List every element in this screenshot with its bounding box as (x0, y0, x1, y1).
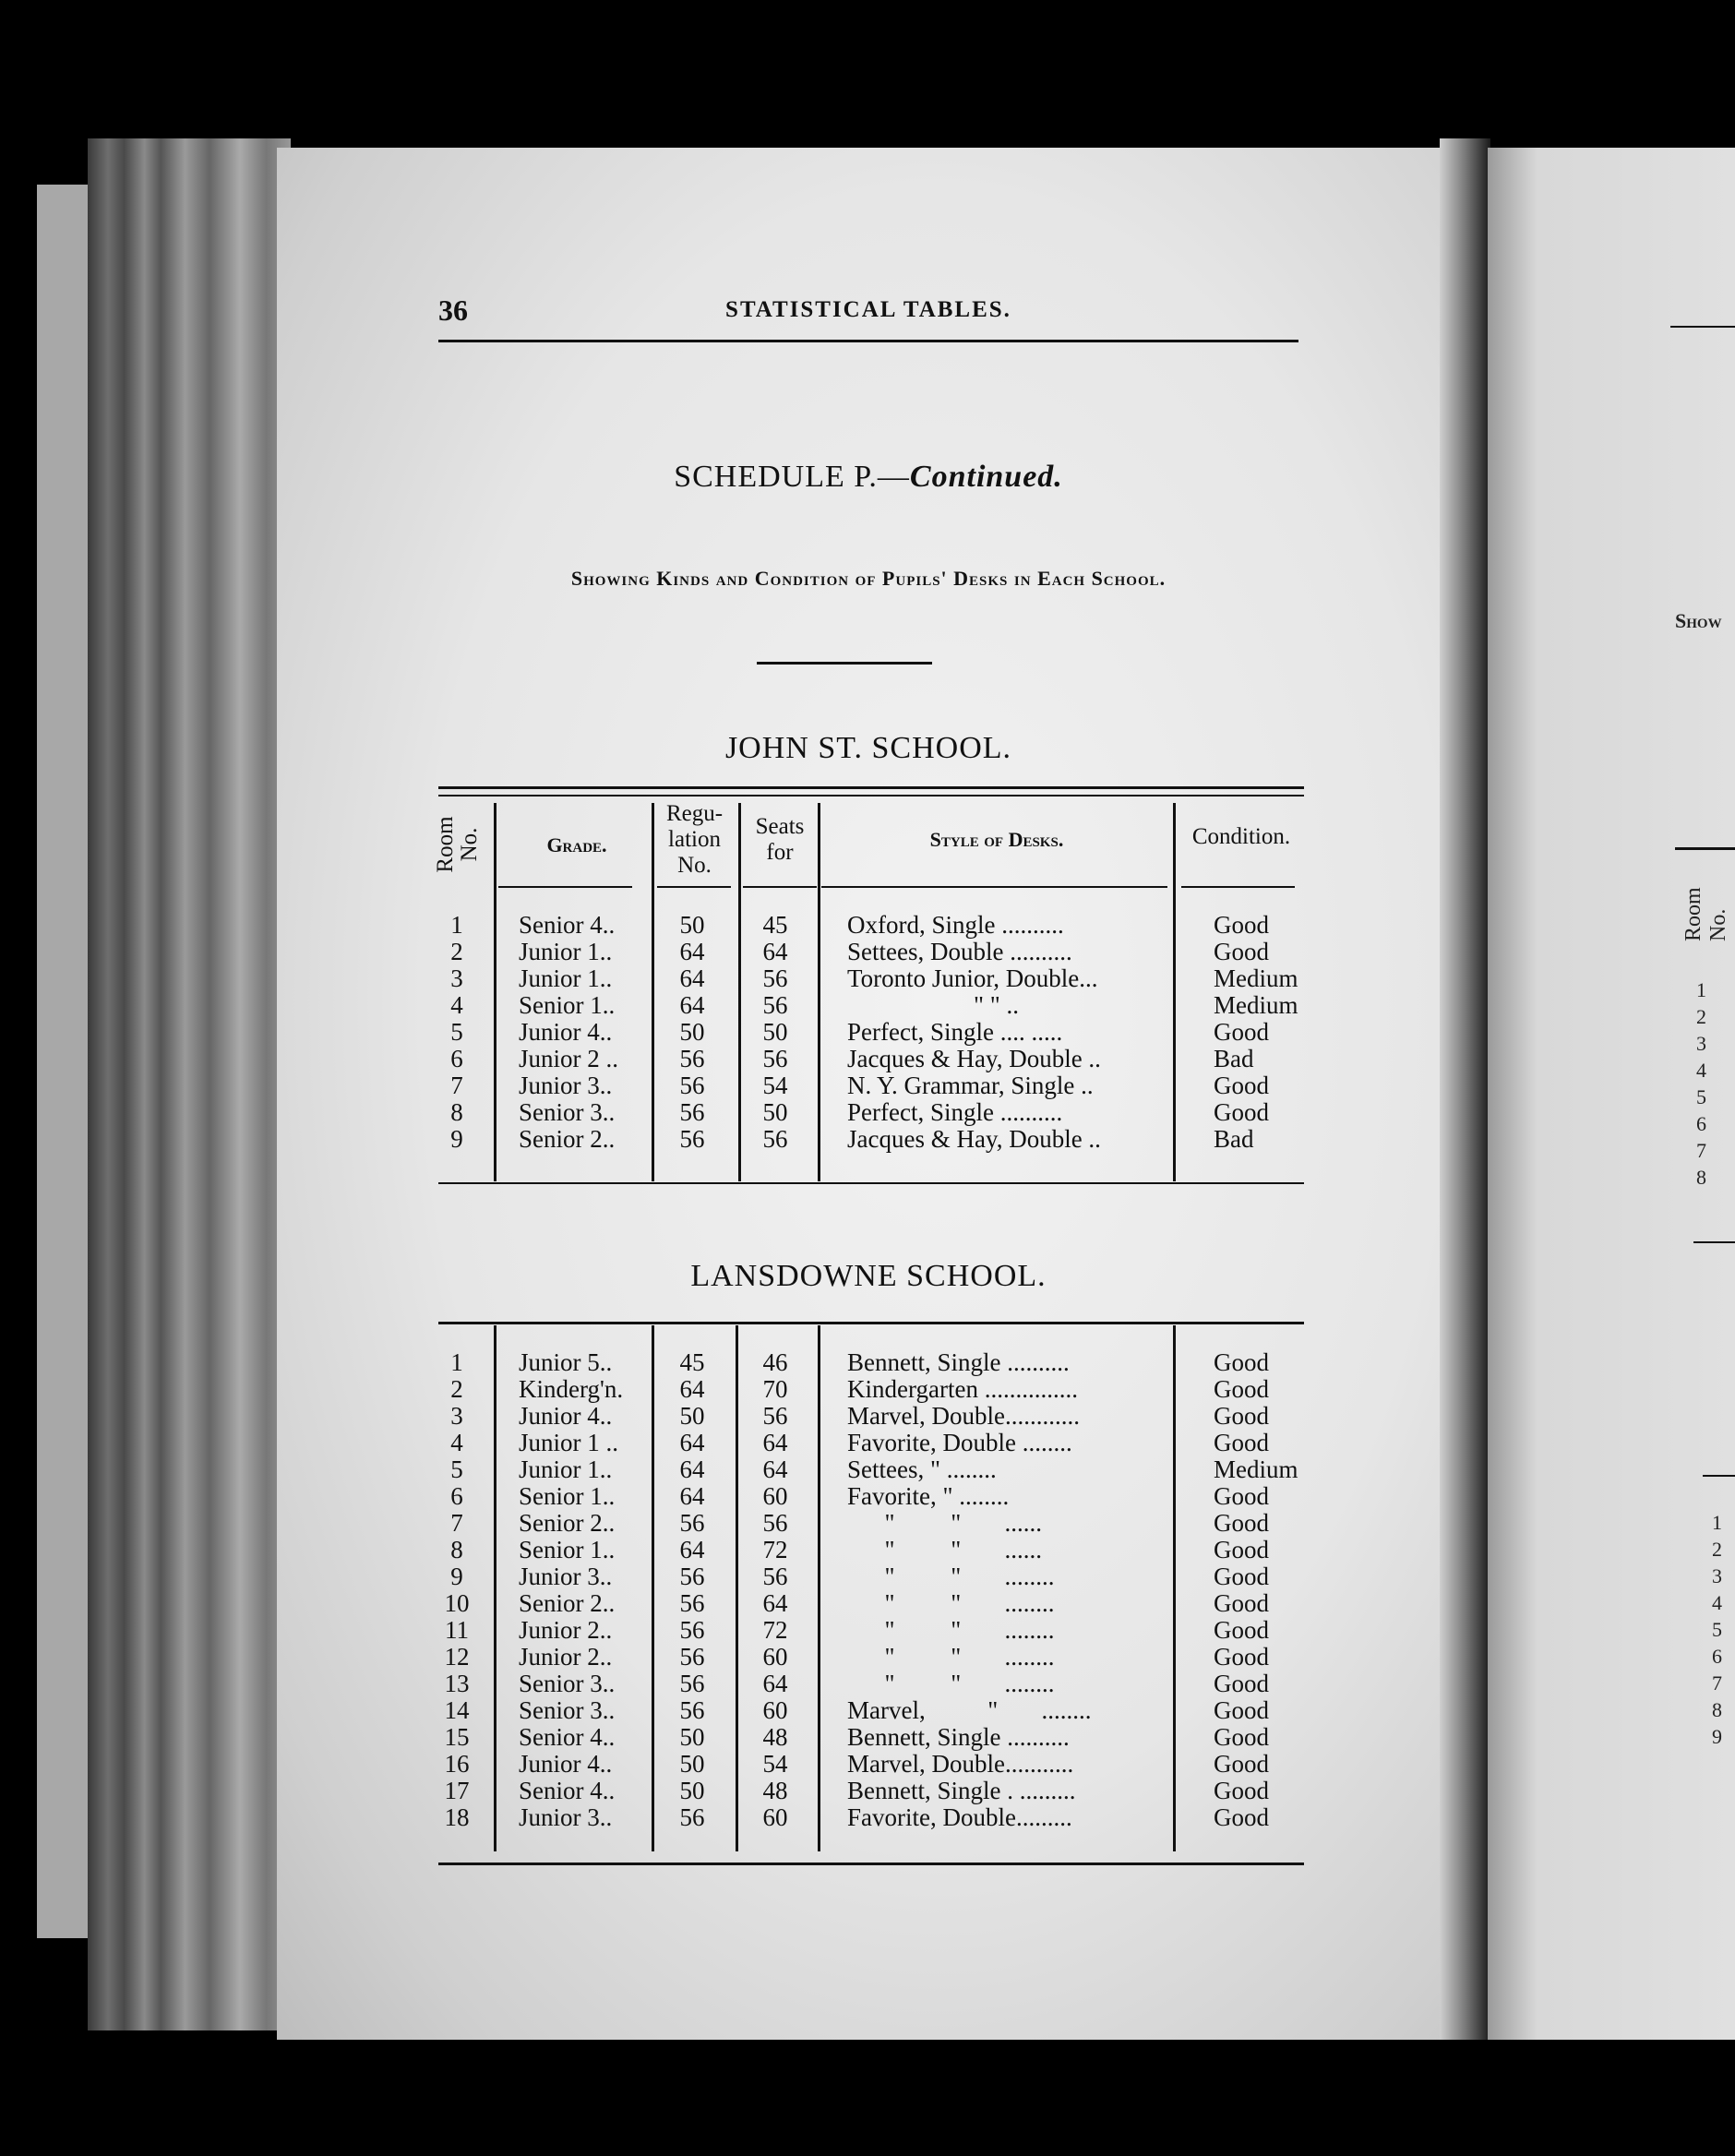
grade-header-underline (498, 886, 632, 888)
table-row: 18 Junior 3.. 56 60 Favorite, Double......... Good (444, 1803, 1269, 1831)
table-row: 5 Junior 1.. 64 64 Settees, " ........ Medium (450, 1455, 1298, 1483)
table-row: 3 Junior 1.. 64 56 Toronto Junior, Double... Medium (450, 964, 1298, 992)
table-row: 7 Senior 2.. 56 56 " " ...... Good (450, 1509, 1269, 1537)
table-row: 7 Junior 3.. 56 54 N. Y. Grammar, Single .. Good (450, 1072, 1269, 1099)
short-divider (757, 662, 932, 665)
seats-header-underline (743, 886, 817, 888)
john-st-title: JOHN ST. SCHOOL. (724, 731, 1012, 765)
col-regulation-header: Regu- lation No. (665, 801, 724, 878)
schedule-title: SCHEDULE P.—Continued. (674, 460, 1063, 494)
table-row: 10 Senior 2.. 56 64 " " ........ Good (444, 1589, 1269, 1617)
table-top-rule (438, 786, 1304, 789)
table-row: 15 Senior 4.. 50 48 Bennett, Single .......... Good (444, 1723, 1269, 1751)
table-row: 8 Senior 1.. 64 72 " " ...... Good (450, 1536, 1269, 1563)
table-bottom-rule (438, 1863, 1304, 1865)
facing-rule (1693, 1241, 1735, 1243)
facing-rule (1703, 1475, 1735, 1477)
table-row: 2 Junior 1.. 64 64 Settees, Double .......... Good (450, 938, 1269, 965)
page-stack-edges (88, 138, 291, 2030)
col-room-header: Room No. (433, 816, 482, 873)
table-row: 9 Senior 2.. 56 56 Jacques & Hay, Double .. Bad (450, 1125, 1254, 1153)
table-row: 4 Senior 1.. 64 56 " " .. Medium (450, 991, 1298, 1019)
facing-show-fragment: Show (1675, 609, 1722, 632)
col-style-header: Style of Desks. (929, 828, 1064, 851)
col-grade-header: Grade. (546, 833, 607, 856)
page-header (438, 293, 1298, 330)
cond-header-underline (1181, 886, 1295, 888)
page-number: 36 (438, 293, 468, 327)
table-row: 16 Junior 4.. 50 54 Marvel, Double........... Good (444, 1750, 1269, 1778)
table-row: 1 Junior 5.. 45 46 Bennett, Single .......... Good (450, 1348, 1269, 1376)
facing-room-header: Room No. (1681, 887, 1730, 941)
table-row: 6 Senior 1.. 64 60 Favorite, " ........ Good (450, 1482, 1269, 1510)
table-row: 14 Senior 3.. 56 60 Marvel, " ........ Good (444, 1696, 1269, 1724)
table-top-rule (438, 1322, 1304, 1324)
table-top-rule-thin (438, 795, 1304, 797)
table-row: 4 Junior 1 .. 64 64 Favorite, Double ........ Good (450, 1429, 1269, 1456)
running-head: STATISTICAL TABLES. (725, 297, 1011, 322)
table-row: 12 Junior 2.. 56 60 " " ........ Good (444, 1643, 1269, 1671)
facing-room-numbers-2: 1 2 3 4 5 6 7 8 9 (1712, 1511, 1722, 1748)
schedule-subtitle: Showing Kinds and Condition of Pupils' Desks in Each School. (570, 567, 1167, 590)
table-row: 8 Senior 3.. 56 50 Perfect, Single .......... Good (450, 1098, 1269, 1126)
table-row: 13 Senior 3.. 56 64 " " ........ Good (444, 1670, 1269, 1697)
table-row: 9 Junior 3.. 56 56 " " ........ Good (450, 1563, 1269, 1590)
table-row: 1 Senior 4.. 50 45 Oxford, Single .......... Good (450, 911, 1269, 939)
table-row: 2 Kinderg'n. 64 70 Kindergarten ............... Good (450, 1375, 1269, 1403)
style-header-underline (821, 886, 1167, 888)
col-condition-header: Condition. (1191, 824, 1291, 849)
table-row: 5 Junior 4.. 50 50 Perfect, Single .... ..... Good (450, 1018, 1269, 1046)
reg-header-underline (657, 886, 731, 888)
table-row: 6 Junior 2 .. 56 56 Jacques & Hay, Double .. Bad (450, 1045, 1254, 1072)
header-rule (438, 340, 1298, 342)
book-gutter (1440, 138, 1490, 2040)
table-row: 11 Junior 2.. 56 72 " " ........ Good (445, 1616, 1269, 1644)
facing-room-numbers: 1 2 3 4 5 6 7 8 (1696, 978, 1706, 1189)
table-row: 3 Junior 4.. 50 56 Marvel, Double............ Good (450, 1402, 1269, 1430)
facing-header-rule (1670, 326, 1735, 328)
table-bottom-rule (438, 1182, 1304, 1184)
facing-table-rule (1675, 847, 1735, 850)
lansdowne-title: LANSDOWNE SCHOOL. (690, 1259, 1047, 1293)
col-seats-header: Seats for (755, 814, 805, 865)
table-row: 17 Senior 4.. 50 48 Bennett, Single . ......... Good (444, 1777, 1269, 1804)
